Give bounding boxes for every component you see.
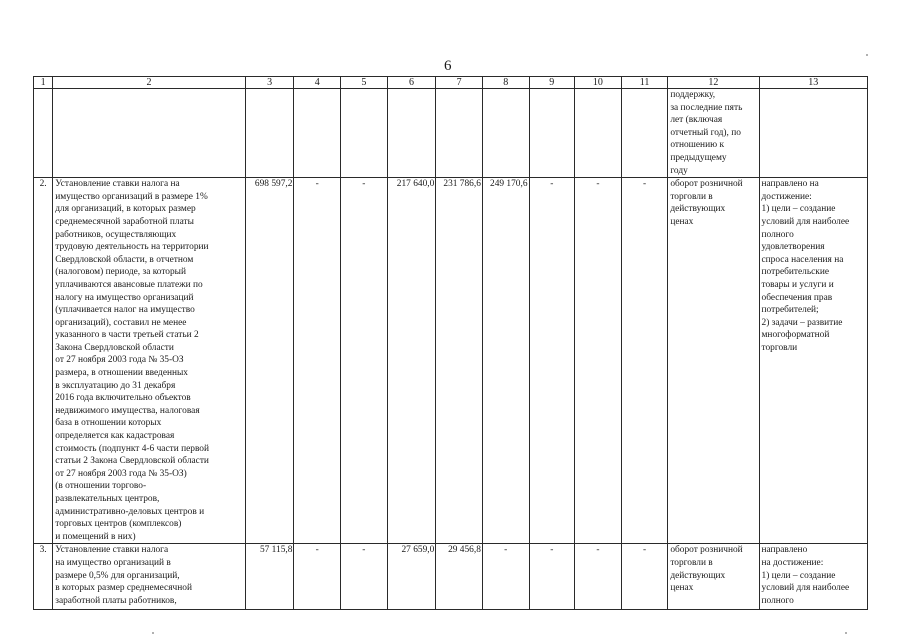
amount-cell: 249 170,6 <box>482 178 529 544</box>
amount-cell: 27 659,0 <box>387 544 436 610</box>
dash-cell: - <box>621 178 668 544</box>
column-header: 11 <box>621 77 668 89</box>
column-header: 9 <box>529 77 575 89</box>
scan-speck <box>152 632 154 634</box>
row-number: 3. <box>34 544 53 610</box>
column-header: 13 <box>759 77 868 89</box>
amount-cell: 231 786,6 <box>436 178 483 544</box>
column-header: 3 <box>245 77 294 89</box>
column-number-row <box>34 77 868 89</box>
indicator-cell: оборот розничной торговли в действующих ценах <box>668 544 759 610</box>
benefit-description: Установление ставки налога на имущество организаций в размере 0,5% для организаций, в которых размер среднемесячной заработной платы работников, <box>53 544 246 610</box>
indicator-cell: оборот розничной торговли в действующих ценах <box>668 178 759 544</box>
page-number: 6 <box>444 58 452 74</box>
column-header: 12 <box>668 77 759 89</box>
continuation-indicator-text: поддержку, за последние пять лет (включая отчетный год), по отношению к предыдущему году <box>668 89 759 178</box>
column-header: 10 <box>575 77 622 89</box>
column-header: 7 <box>436 77 483 89</box>
column-header: 6 <box>387 77 436 89</box>
total-amount-cell: 698 597,2 <box>245 178 294 544</box>
column-header: 2 <box>53 77 246 89</box>
dash-cell: - <box>529 178 575 544</box>
tax-benefits-table <box>33 76 868 610</box>
total-amount-cell: 57 115,8 <box>245 544 294 610</box>
table-row <box>34 544 868 610</box>
column-header: 1 <box>34 77 53 89</box>
amount-cell: 29 456,8 <box>436 544 483 610</box>
dash-cell: - <box>621 544 668 610</box>
amount-cell: 217 640,0 <box>387 178 436 544</box>
dash-cell: - <box>294 544 341 610</box>
continuation-row <box>34 89 868 178</box>
dash-cell: - <box>294 178 341 544</box>
dash-cell: - <box>482 544 529 610</box>
scan-speck <box>866 54 868 56</box>
benefit-description: Установление ставки налога на имущество организаций в размере 1% для организаций, в которых размер среднемесячной заработной платы работников, осуществляющих трудовую деятельность на территории Свердловской области, в отчетном (налоговом) периоде, за который уплачиваются авансовые платежи по налогу на имущество организаций (уплачивается налог на имущество организаций), составил не менее указанного в части третьей статьи 2 Закона Свердловской области от 27 ноября 2003 года № 35-ОЗ размера, в отношении введенных в эксплуатацию до 31 декабря 2016 года включительно объектов недвижимого имущества, налоговая база в отношении которых определяется как кадастровая стоимость (подпункт 4-6 части первой статьи 2 Закона Свердловской области от 27 ноября 2003 года № 35-ОЗ) (в отношении торгово- развлекательных центров, административно-деловых центров и торговых центров (комплексов) и помещений в них) <box>53 178 246 544</box>
dash-cell: - <box>529 544 575 610</box>
dash-cell: - <box>341 544 388 610</box>
scan-speck <box>845 632 847 634</box>
column-header: 8 <box>482 77 529 89</box>
dash-cell: - <box>575 178 622 544</box>
dash-cell: - <box>341 178 388 544</box>
table-row <box>34 178 868 544</box>
column-header: 5 <box>341 77 388 89</box>
goal-cell: направлено на достижение: 1) цели – создание условий для наиболее полного <box>759 544 868 610</box>
row-number: 2. <box>34 178 53 544</box>
dash-cell: - <box>575 544 622 610</box>
goal-cell: направлено на достижение: 1) цели – создание условий для наиболее полного удовлетворения спроса населения на потребительские товары и услуги и обеспечения прав потребителей; 2) задачи – развитие многоформатной торговли <box>759 178 868 544</box>
column-header: 4 <box>294 77 341 89</box>
